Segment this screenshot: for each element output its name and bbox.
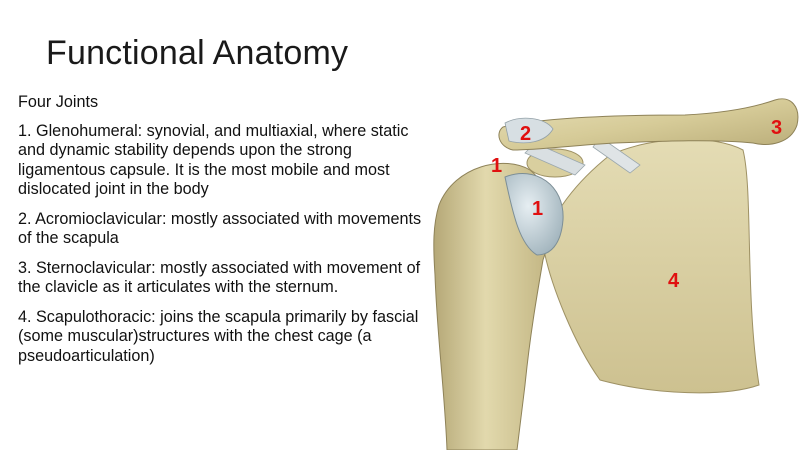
label-glenohumeral-upper: 1 xyxy=(491,155,503,177)
point-scapulothoracic: 4. Scapulothoracic: joins the scapula primarily by fascial (some muscular)structures with the chest cage (a pseudoarticulation) xyxy=(18,307,419,365)
point-glenohumeral: 1. Glenohumeral: synovial, and multiaxial, where static and dynamic stability depends upon the strong ligamentous capsule. It is the most mobile and most dislocated joint in the body xyxy=(18,121,409,198)
label-acromioclavicular: 2 xyxy=(520,123,532,145)
label-sternoclavicular: 3 xyxy=(771,117,783,139)
scapula-bone xyxy=(543,139,759,392)
label-scapulothoracic: 4 xyxy=(668,270,680,292)
slide-body xyxy=(18,93,428,376)
subtitle: Four Joints xyxy=(18,93,99,111)
shoulder-anatomy-figure xyxy=(425,95,800,450)
label-glenohumeral-lower: 1 xyxy=(532,198,544,220)
point-acromioclavicular: 2. Acromioclavicular: mostly associated with movements of the scapula xyxy=(18,209,422,247)
shoulder-illustration xyxy=(425,95,800,450)
slide-title: Functional Anatomy xyxy=(46,34,349,72)
point-sternoclavicular: 3. Sternoclavicular: mostly associated with movement of the clavicle as it articulates with the sternum. xyxy=(18,258,421,296)
